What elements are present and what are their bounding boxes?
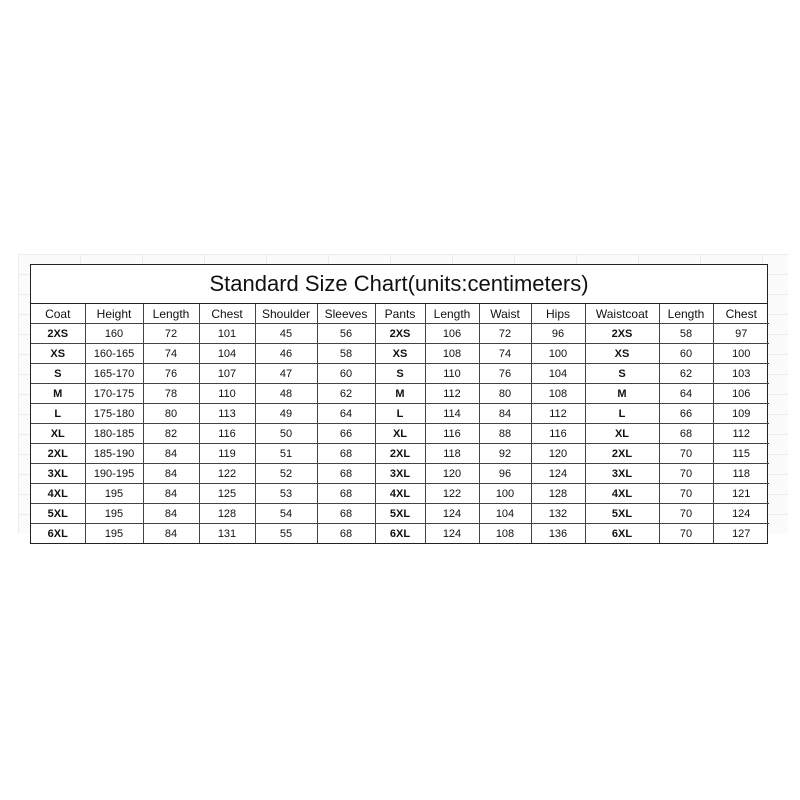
size-cell: XL [375,424,425,444]
size-cell: S [31,364,85,384]
table-row [31,504,769,524]
size-cell: 6XL [375,524,425,544]
header-row [31,304,769,324]
table-cell: 68 [659,424,713,444]
table-cell: 122 [425,484,479,504]
table-cell: 112 [531,404,585,424]
size-cell: XL [31,424,85,444]
table-cell: 108 [531,384,585,404]
table-cell: 195 [85,484,143,504]
table-cell: 88 [479,424,531,444]
table-cell: 51 [255,444,317,464]
table-cell: 70 [659,504,713,524]
table-cell: 49 [255,404,317,424]
size-cell: XL [585,424,659,444]
table-cell: 114 [425,404,479,424]
table-cell: 80 [143,404,199,424]
header-cell: Pants [375,304,425,324]
table-cell: 185-190 [85,444,143,464]
size-cell: 2XS [375,324,425,344]
size-cell: L [585,404,659,424]
table-cell: 124 [425,504,479,524]
header-cell: Hips [531,304,585,324]
size-cell: 2XS [585,324,659,344]
header-cell: Length [425,304,479,324]
table-body [31,324,769,544]
table-cell: 56 [317,324,375,344]
table-cell: 128 [199,504,255,524]
table-row [31,384,769,404]
table-cell: 66 [659,404,713,424]
table-cell: 74 [143,344,199,364]
table-cell: 68 [317,444,375,464]
table-cell: 160-165 [85,344,143,364]
table-cell: 122 [199,464,255,484]
table-cell: 106 [425,324,479,344]
table-row [31,424,769,444]
table-cell: 180-185 [85,424,143,444]
table-cell: 195 [85,524,143,544]
table-cell: 104 [531,364,585,384]
table-cell: 165-170 [85,364,143,384]
table-cell: 74 [479,344,531,364]
table-cell: 113 [199,404,255,424]
table-cell: 66 [317,424,375,444]
table-cell: 160 [85,324,143,344]
table-cell: 55 [255,524,317,544]
table-cell: 80 [479,384,531,404]
table-cell: 60 [317,364,375,384]
table-row [31,364,769,384]
chart-title: Standard Size Chart(units:centimeters) [31,265,767,304]
size-cell: M [585,384,659,404]
table-cell: 110 [425,364,479,384]
table-cell: 100 [479,484,531,504]
size-cell: 6XL [31,524,85,544]
table-cell: 60 [659,344,713,364]
table-cell: 68 [317,504,375,524]
table-cell: 112 [713,424,769,444]
table-row [31,344,769,364]
table-cell: 70 [659,444,713,464]
table-cell: 68 [317,484,375,504]
table-cell: 131 [199,524,255,544]
table-row [31,524,769,544]
table-cell: 115 [713,444,769,464]
table-cell: 76 [479,364,531,384]
table-cell: 97 [713,324,769,344]
size-cell: 6XL [585,524,659,544]
table-cell: 107 [199,364,255,384]
table-cell: 116 [531,424,585,444]
table-cell: 70 [659,484,713,504]
size-cell: 5XL [375,504,425,524]
table-cell: 96 [479,464,531,484]
size-cell: L [31,404,85,424]
table-cell: 109 [713,404,769,424]
table-cell: 104 [199,344,255,364]
table-cell: 128 [531,484,585,504]
table-cell: 53 [255,484,317,504]
table-cell: 46 [255,344,317,364]
table-cell: 78 [143,384,199,404]
table-cell: 47 [255,364,317,384]
table-cell: 132 [531,504,585,524]
size-chart [30,264,768,544]
size-cell: 5XL [585,504,659,524]
table-cell: 70 [659,464,713,484]
size-cell: 3XL [31,464,85,484]
header-cell: Length [143,304,199,324]
size-cell: M [31,384,85,404]
table-cell: 108 [479,524,531,544]
table-cell: 84 [143,524,199,544]
table-row [31,324,769,344]
table-cell: 64 [317,404,375,424]
size-cell: 5XL [31,504,85,524]
table-cell: 76 [143,364,199,384]
table-cell: 118 [425,444,479,464]
table-cell: 127 [713,524,769,544]
size-table [31,304,769,543]
table-cell: 68 [317,524,375,544]
table-cell: 92 [479,444,531,464]
size-cell: 4XL [585,484,659,504]
size-cell: 4XL [31,484,85,504]
table-cell: 84 [143,504,199,524]
table-cell: 119 [199,444,255,464]
table-cell: 125 [199,484,255,504]
table-cell: 101 [199,324,255,344]
table-cell: 84 [143,444,199,464]
table-cell: 170-175 [85,384,143,404]
table-cell: 190-195 [85,464,143,484]
table-cell: 120 [531,444,585,464]
size-cell: S [585,364,659,384]
header-cell: Length [659,304,713,324]
table-row [31,444,769,464]
table-cell: 116 [199,424,255,444]
header-cell: Height [85,304,143,324]
table-cell: 124 [531,464,585,484]
table-cell: 121 [713,484,769,504]
size-cell: XS [31,344,85,364]
table-cell: 195 [85,504,143,524]
table-cell: 175-180 [85,404,143,424]
table-cell: 124 [713,504,769,524]
table-cell: 118 [713,464,769,484]
header-cell: Chest [713,304,769,324]
table-cell: 82 [143,424,199,444]
table-cell: 100 [531,344,585,364]
size-cell: XS [585,344,659,364]
table-cell: 62 [659,364,713,384]
size-cell: S [375,364,425,384]
size-cell: 2XL [585,444,659,464]
size-cell: 2XS [31,324,85,344]
table-cell: 136 [531,524,585,544]
size-cell: 3XL [375,464,425,484]
size-cell: 2XL [31,444,85,464]
header-cell: Coat [31,304,85,324]
size-cell: XS [375,344,425,364]
table-cell: 110 [199,384,255,404]
table-cell: 48 [255,384,317,404]
table-cell: 116 [425,424,479,444]
table-cell: 58 [659,324,713,344]
table-cell: 72 [143,324,199,344]
header-cell: Waist [479,304,531,324]
table-cell: 112 [425,384,479,404]
table-cell: 64 [659,384,713,404]
table-cell: 104 [479,504,531,524]
header-cell: Sleeves [317,304,375,324]
header-cell: Chest [199,304,255,324]
table-cell: 70 [659,524,713,544]
size-cell: 2XL [375,444,425,464]
table-cell: 106 [713,384,769,404]
table-cell: 62 [317,384,375,404]
table-row [31,484,769,504]
table-cell: 68 [317,464,375,484]
table-row [31,404,769,424]
table-row [31,464,769,484]
table-cell: 54 [255,504,317,524]
size-cell: L [375,404,425,424]
table-cell: 120 [425,464,479,484]
size-cell: M [375,384,425,404]
table-cell: 52 [255,464,317,484]
table-cell: 124 [425,524,479,544]
table-cell: 58 [317,344,375,364]
header-cell: Shoulder [255,304,317,324]
table-cell: 108 [425,344,479,364]
table-cell: 45 [255,324,317,344]
table-cell: 72 [479,324,531,344]
table-cell: 96 [531,324,585,344]
header-cell: Waistcoat [585,304,659,324]
table-cell: 50 [255,424,317,444]
table-cell: 84 [479,404,531,424]
table-cell: 103 [713,364,769,384]
table-cell: 84 [143,464,199,484]
table-cell: 100 [713,344,769,364]
table-cell: 84 [143,484,199,504]
size-cell: 3XL [585,464,659,484]
size-cell: 4XL [375,484,425,504]
